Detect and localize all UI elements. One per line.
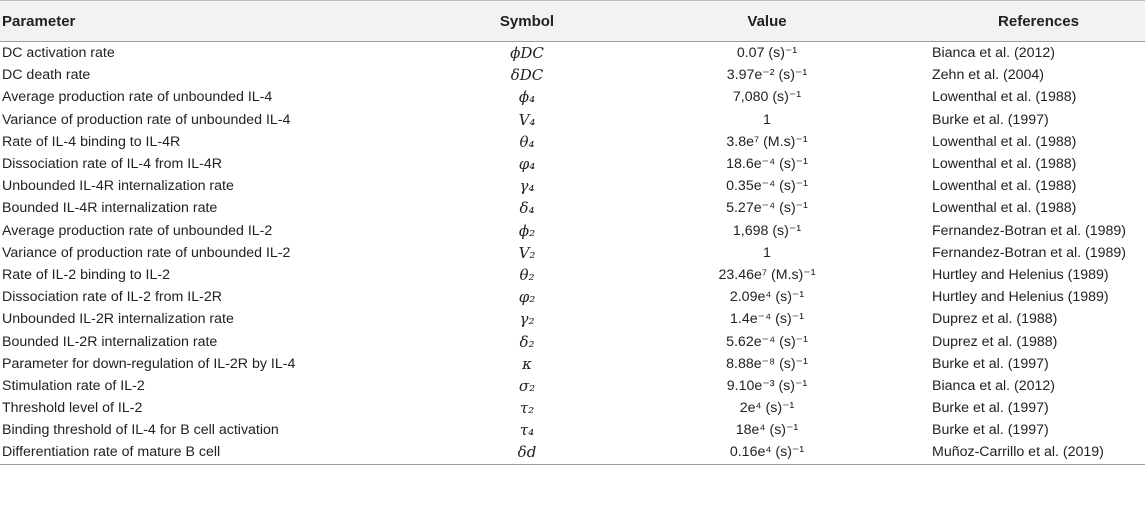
param-cell: Parameter for down-regulation of IL-2R by IL-4 [2, 355, 296, 372]
symbol-cell: δDC [510, 66, 544, 85]
param-cell: Average production rate of unbounded IL-2 [2, 222, 273, 239]
param-cell: Dissociation rate of IL-2 from IL-2R [2, 289, 222, 306]
param-cell: DC activation rate [2, 45, 115, 62]
symbol-cell: ϕ₄ [518, 88, 536, 107]
param-cell: Dissociation rate of IL-4 from IL-4R [2, 156, 222, 173]
symbol-cell: V₂ [518, 243, 536, 262]
symbol-cell: δ₂ [519, 332, 535, 351]
table-row [0, 175, 1145, 197]
reference-cell: Duprez et al. (1988) [932, 333, 1058, 350]
symbol-cell: θ₄ [519, 132, 535, 151]
reference-cell: Duprez et al. (1988) [932, 311, 1058, 328]
param-cell: Unbounded IL-4R internalization rate [2, 178, 234, 195]
table-row [0, 264, 1145, 286]
symbol-cell: τ₄ [519, 421, 535, 440]
reference-cell: Lowenthal et al. (1988) [932, 133, 1077, 150]
value-cell: 1 [763, 244, 771, 261]
param-cell: Variance of production rate of unbounded IL-2 [2, 244, 291, 261]
param-cell: Rate of IL-4 binding to IL-4R [2, 133, 181, 150]
table-row [0, 86, 1145, 108]
value-cell: 8.88e⁻⁸ (s)⁻¹ [726, 355, 808, 372]
header-symbol: Symbol [452, 1, 602, 42]
table-row [0, 375, 1145, 397]
param-cell: Threshold level of IL-2 [2, 400, 143, 417]
symbol-cell: γ₂ [519, 310, 535, 329]
symbol-cell: ϕ₂ [518, 221, 536, 240]
table-row [0, 419, 1145, 441]
value-cell: 5.27e⁻⁴ (s)⁻¹ [726, 200, 808, 217]
table-row [0, 330, 1145, 352]
reference-cell: Lowenthal et al. (1988) [932, 200, 1077, 217]
symbol-cell: ϕDC [510, 44, 544, 63]
table-row [0, 397, 1145, 419]
param-cell: Rate of IL-2 binding to IL-2 [2, 266, 170, 283]
reference-cell: Bianca et al. (2012) [932, 377, 1056, 394]
table-row [0, 308, 1145, 330]
reference-cell: Burke et al. (1997) [932, 422, 1049, 439]
symbol-cell: V₄ [518, 110, 536, 129]
table-row [0, 353, 1145, 375]
reference-cell: Muñoz-Carrillo et al. (2019) [932, 441, 1145, 464]
param-cell: Unbounded IL-2R internalization rate [2, 311, 234, 328]
value-cell: 3.97e⁻² (s)⁻¹ [726, 67, 808, 84]
value-cell: 2e⁴ (s)⁻¹ [739, 400, 795, 417]
symbol-cell: δd [452, 441, 602, 464]
symbol-cell: γ₄ [519, 177, 535, 196]
value-cell: 9.10e⁻³ (s)⁻¹ [726, 377, 808, 394]
header-parameter: Parameter [0, 1, 452, 42]
param-cell: Bounded IL-4R internalization rate [2, 200, 218, 217]
reference-cell: Burke et al. (1997) [932, 355, 1049, 372]
table-row [0, 153, 1145, 175]
value-cell: 2.09e⁴ (s)⁻¹ [729, 289, 805, 306]
table-row [0, 441, 1145, 464]
table-row [0, 197, 1145, 219]
symbol-cell: θ₂ [519, 265, 535, 284]
value-cell: 1,698 (s)⁻¹ [732, 222, 802, 239]
value-cell: 3.8e⁷ (M.s)⁻¹ [726, 133, 808, 150]
value-cell: 0.07 (s)⁻¹ [736, 45, 798, 62]
table-row [0, 286, 1145, 308]
value-cell: 1 [763, 111, 771, 128]
reference-cell: Bianca et al. (2012) [932, 45, 1056, 62]
reference-cell: Hurtley and Helenius (1989) [932, 289, 1109, 306]
reference-cell: Lowenthal et al. (1988) [932, 156, 1077, 173]
reference-cell: Fernandez-Botran et al. (1989) [932, 244, 1127, 261]
table-row [0, 242, 1145, 264]
symbol-cell: φ₄ [518, 155, 536, 174]
table-row [0, 220, 1145, 242]
reference-cell: Hurtley and Helenius (1989) [932, 266, 1109, 283]
param-cell: Differentiation rate of mature B cell [0, 441, 452, 464]
param-cell: Bounded IL-2R internalization rate [2, 333, 218, 350]
reference-cell: Zehn et al. (2004) [932, 67, 1044, 84]
reference-cell: Lowenthal et al. (1988) [932, 89, 1077, 106]
param-cell: Binding threshold of IL-4 for B cell activation [2, 422, 279, 439]
symbol-cell: δ₄ [519, 199, 535, 218]
value-cell: 5.62e⁻⁴ (s)⁻¹ [726, 333, 808, 350]
value-cell: 23.46e⁷ (M.s)⁻¹ [718, 266, 816, 283]
param-cell: Variance of production rate of unbounded IL-4 [2, 111, 291, 128]
symbol-cell: κ [522, 354, 532, 373]
table-row [0, 42, 1145, 65]
value-cell: 0.35e⁻⁴ (s)⁻¹ [726, 178, 808, 195]
reference-cell: Lowenthal et al. (1988) [932, 178, 1077, 195]
value-cell: 18.6e⁻⁴ (s)⁻¹ [726, 156, 808, 173]
value-cell: 0.16e⁴ (s)⁻¹ [602, 441, 932, 464]
table-row [0, 64, 1145, 86]
symbol-cell: φ₂ [518, 288, 536, 307]
reference-cell: Burke et al. (1997) [932, 111, 1049, 128]
symbol-cell: σ₂ [518, 376, 536, 395]
reference-cell: Burke et al. (1997) [932, 400, 1049, 417]
param-cell: DC death rate [2, 67, 91, 84]
symbol-cell: τ₂ [519, 399, 535, 418]
param-cell: Stimulation rate of IL-2 [2, 377, 145, 394]
header-value: Value [602, 1, 932, 42]
table-row [0, 131, 1145, 153]
table-header-row [0, 1, 1145, 42]
header-references: References [932, 1, 1145, 42]
param-cell: Average production rate of unbounded IL-4 [2, 89, 273, 106]
table-row [0, 109, 1145, 131]
value-cell: 7,080 (s)⁻¹ [732, 89, 802, 106]
value-cell: 18e⁴ (s)⁻¹ [735, 422, 799, 439]
reference-cell: Fernandez-Botran et al. (1989) [932, 222, 1127, 239]
value-cell: 1.4e⁻⁴ (s)⁻¹ [730, 311, 804, 328]
